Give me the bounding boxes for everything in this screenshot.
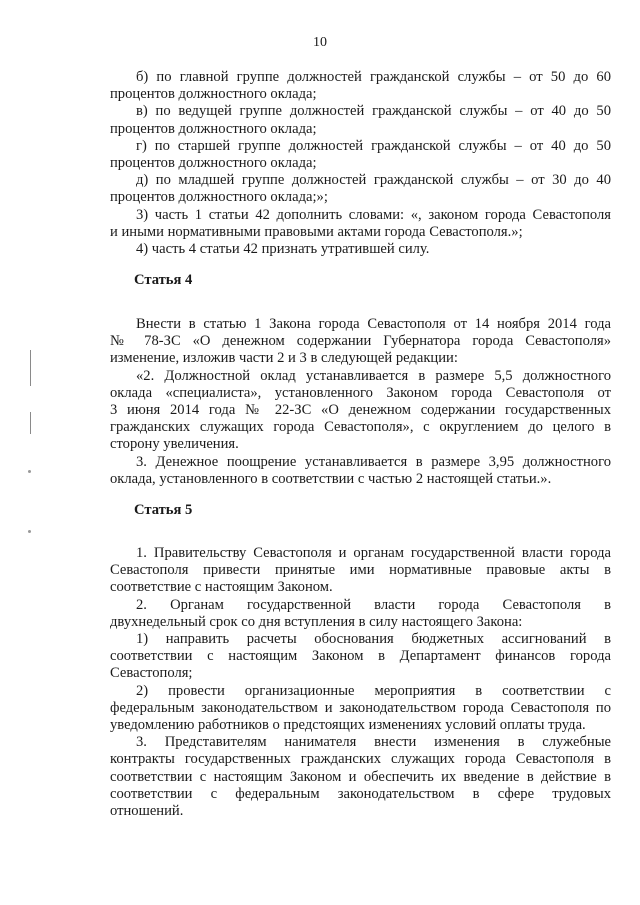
scan-edge-dot — [28, 470, 31, 473]
text-line: 1. Правительству Севастополя и органам государственной власти города — [136, 545, 611, 561]
article-4-text — [110, 316, 611, 488]
text-line: в) по ведущей группе должностей гражданской службы – от 40 до 50 — [136, 103, 611, 120]
text-line: процентов должностного оклада; — [110, 155, 317, 172]
text-line: 4) часть 4 статьи 42 признать утратившей силу. — [136, 241, 430, 258]
text-line: двухнедельный срок со дня вступления в силу настоящего Закона: — [110, 613, 523, 630]
amendments-list — [110, 69, 611, 258]
text-line: Севастополя; — [110, 665, 193, 682]
text-line: соответствие с настоящим Законом. — [110, 579, 333, 596]
article-4-heading: Статья 4 — [134, 272, 193, 288]
scan-edge-mark — [30, 350, 31, 386]
text-line: 3. Представителям нанимателя внести изменения в служебные — [136, 734, 611, 751]
text-line: изменение, изложив части 2 и 3 в следующей редакции: — [110, 350, 458, 367]
text-line: отношений. — [110, 803, 184, 820]
text-line: гражданских служащих города Севастополя», с округлением до целого в — [110, 419, 611, 436]
text-line: Внести в статью 1 Закона города Севастополя от 14 ноября 2014 года — [136, 316, 611, 332]
text-line: сторону увеличения. — [110, 436, 239, 453]
text-line: федеральным законодательством и законодательством города Севастополя по — [110, 699, 611, 716]
text-line: Севастополя привести принятые ими нормативные правовые акты в — [110, 562, 611, 579]
article-5-text — [110, 545, 611, 820]
scan-edge-dot — [28, 530, 31, 533]
text-line: д) по младшей группе должностей гражданской службы – от 30 до 40 — [136, 172, 611, 189]
text-line: «2. Должностной оклад устанавливается в размере 5,5 должностного — [136, 367, 611, 384]
text-line: процентов должностного оклада;»; — [110, 189, 328, 206]
text-line: 3. Денежное поощрение устанавливается в размере 3,95 должностного — [136, 453, 611, 470]
text-line: контракты государственных гражданских служащих города Севастополя в — [110, 751, 611, 768]
text-line: б) по главной группе должностей гражданской службы – от 50 до 60 — [136, 69, 611, 85]
text-line: 2) провести организационные мероприятия в соответствии с — [136, 682, 611, 699]
text-line: соответствии с настоящим Законом в Департамент финансов города — [110, 648, 611, 665]
text-line: № 78-ЗС «О денежном содержании Губернатора города Севастополя» — [110, 333, 611, 350]
text-line: 1) направить расчеты обоснования бюджетных ассигнований в — [136, 631, 611, 648]
text-line: 2. Органам государственной власти города Севастополя в — [136, 596, 611, 613]
text-line: г) по старшей группе должностей гражданской службы – от 40 до 50 — [136, 137, 611, 154]
text-line: 3) часть 1 статьи 42 дополнить словами: «, законом города Севастополя — [136, 206, 611, 223]
text-line: процентов должностного оклада; — [110, 86, 317, 103]
text-line: и иными нормативными правовыми актами города Севастополя.»; — [110, 223, 523, 240]
scan-edge-mark — [30, 412, 31, 434]
text-line: соответствии с федеральным законодательством в сфере трудовых — [110, 785, 611, 802]
text-line: 3 июня 2014 года № 22-ЗС «О денежном содержании государственных — [110, 402, 611, 419]
text-line: оклада «специалиста», установленного Законом города Севастополя от — [110, 384, 611, 401]
text-line: оклада, установленного в соответствии с частью 2 настоящей статьи.». — [110, 470, 552, 487]
page-number: 10 — [313, 35, 327, 50]
text-line: уведомлению работников о предстоящих изменениях условий оплаты труда. — [110, 717, 586, 734]
article-5-heading: Статья 5 — [134, 502, 193, 518]
text-line: соответствии с настоящим Законом и обеспечить их введение в действие в — [110, 768, 611, 785]
text-line: процентов должностного оклада; — [110, 120, 317, 137]
